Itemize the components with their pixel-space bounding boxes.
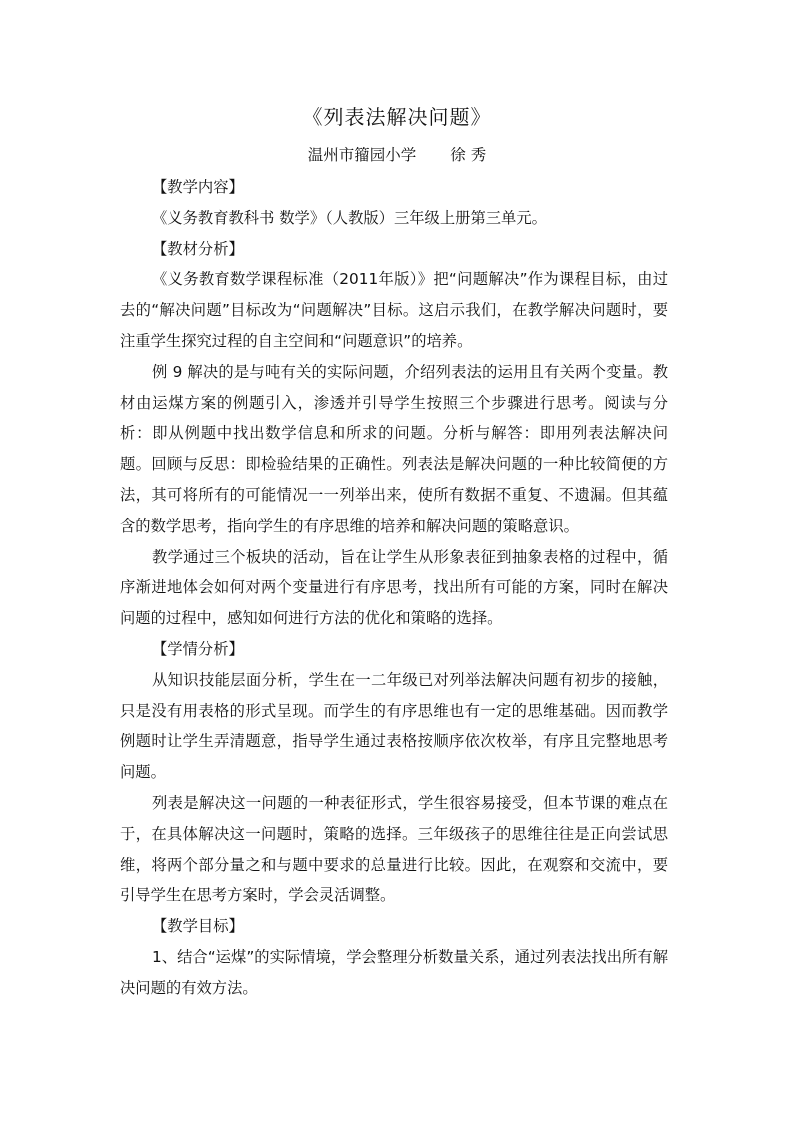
- paragraph: 《义务教育教科书 数学》（人教版）三年级上册第三单元。: [152, 208, 547, 227]
- paragraph: 教学通过三个板块的活动，旨在让学生从形象表征到抽象表格的过程中，循序渐进地体会如何对两个变量进行有序思考，找出所有可能的方案，同时在解决问题的过程中，感知如何进行方法的优化和策略的选择。: [120, 547, 668, 628]
- paragraph: 《义务教育数学课程标准（2011年版）》把“问题解决”作为课程目标，由过去的“解决问题”目标改为“问题解决”目标。这启示我们，在教学解决问题时，要注重学生探究过程的自主空间和“问题意识”的培养。: [120, 270, 668, 350]
- author-name: 徐 秀: [450, 146, 487, 164]
- section-heading-teaching-content: 【教学内容】: [152, 178, 244, 196]
- paragraph: 列表是解决这一问题的一种表征形式，学生很容易接受，但本节课的难点在于，在具体解决这一问题时，策略的选择。三年级孩子的思维往往是正向尝试思维，将两个部分量之和与题中要求的总量进行比较。因此，在观察和交流中，要引导学生在思考方案时，学会灵活调整。: [120, 793, 668, 905]
- paragraph: 1、结合“运煤”的实际情境，学会整理分析数量关系，通过列表法找出所有解决问题的有效方法。: [120, 947, 668, 997]
- school-name: 温州市籀园小学: [307, 146, 417, 164]
- section-heading-student-analysis: 【学情分析】: [152, 639, 244, 658]
- document-body: [120, 172, 668, 1004]
- section-heading-teaching-goals: 【教学目标】: [152, 917, 244, 936]
- document-title: 《列表法解决问题》: [302, 105, 492, 129]
- section-heading-textbook-analysis: 【教材分析】: [152, 239, 244, 258]
- author-line: [0, 144, 794, 166]
- paragraph: 从知识技能层面分析，学生在一二年级已对列举法解决问题有初步的接触，只是没有用表格的形式呈现。而学生的有序思维也有一定的思维基础。因而教学例题时让学生弄清题意，指导学生通过表格按顺序依次枚举，有序且完整地思考问题。: [120, 670, 668, 782]
- paragraph: 例 9 解决的是与吨有关的实际问题，介绍列表法的运用且有关两个变量。教材由运煤方案的例题引入，渗透并引导学生按照三个步骤进行思考。阅读与分析：即从例题中找出数学信息和所求的问题。分析与解答：即用列表法解决问题。回顾与反思：即检验结果的正确性。列表法是解决问题的一种比较简便的方法，其可将所有的可能情况一一列举出来，使所有数据不重复、不遗漏。但其蕴含的数学思考，指向学生的有序思维的培养和解决问题的策略意识。: [120, 362, 668, 535]
